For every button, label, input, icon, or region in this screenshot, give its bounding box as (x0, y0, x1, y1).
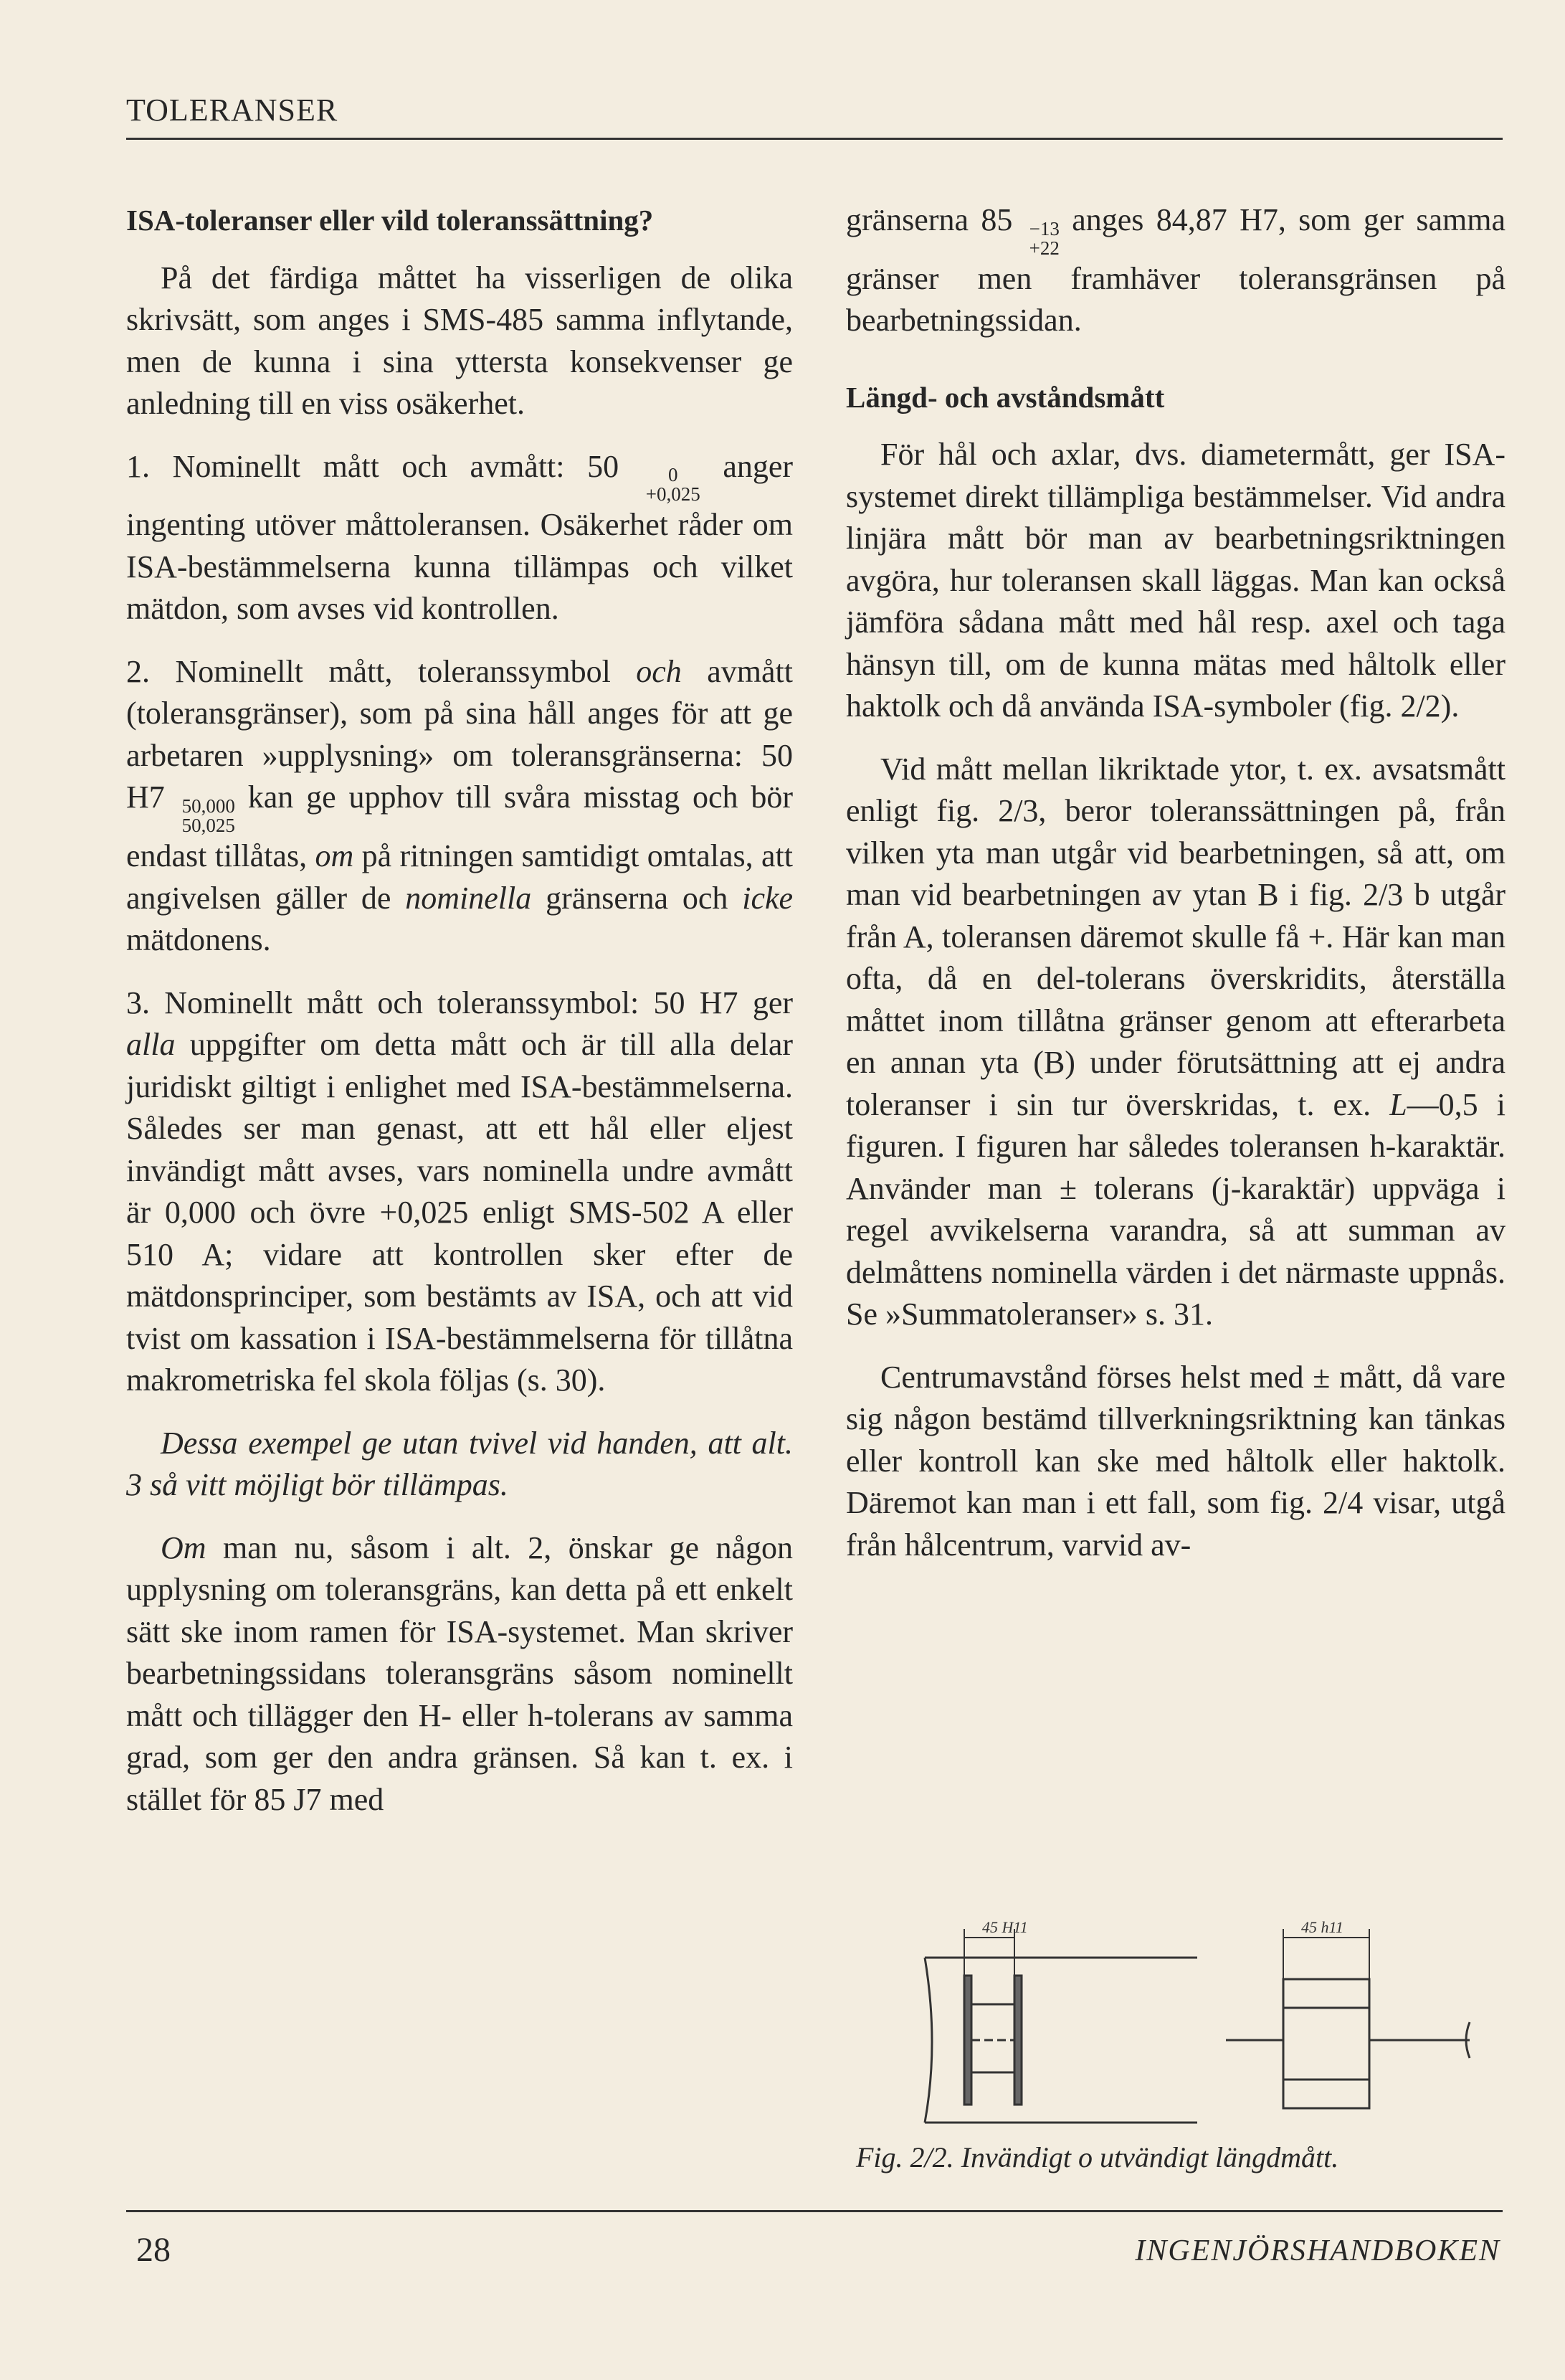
paragraph-item-1 (126, 446, 793, 630)
paragraph: På det färdiga måttet ha visserligen de olika skrivsätt, som anges i SMS-485 samma inflytande, men de kunna i sina yttersta konsekvenser ge anledning till en viss osäkerhet. (126, 260, 793, 421)
text: —0,5 i figuren. I figuren har således toleransen h-karaktär. Använder man ± tolerans (j-karaktär) uppväga i regel avvikelserna varandra, så att summan av delmåttens nominella värden i det närmaste uppnås. Se »Summatoleranser» s. 31. (846, 1086, 1505, 1332)
emphasis: Om (161, 1530, 206, 1565)
tolerance-upper: 0 (667, 464, 678, 486)
paragraph-item-2 (126, 651, 793, 962)
tolerance-upper: −13 (1029, 217, 1060, 240)
paragraph-conclusion: Dessa exempel ge utan tvivel vid handen, att alt. 3 så vitt möjligt bör tillämpas. (126, 1425, 793, 1502)
text: mätdonens. (126, 922, 271, 957)
right-column (846, 199, 1505, 1587)
emphasis: nominella (405, 880, 532, 916)
header-rule (126, 138, 1503, 140)
tolerance-lower: +0,025 (645, 483, 700, 506)
text: anger ingenting utöver måttoleransen. Osäkerhet råder om ISA-bestämmelserna kunna tillämpas och vilket mätdon, som avses vid kontrollen. (126, 448, 794, 627)
tolerance-upper: 50,000 (181, 795, 235, 817)
text: kan ge upphov till svåra misstag och bör endast tillåtas, (126, 779, 794, 873)
paragraph-item-3 (126, 982, 793, 1402)
figure-caption: Fig. 2/2. Invändigt o utvändigt längdmått. (856, 2141, 1339, 2173)
paragraph (846, 749, 1505, 1336)
tolerance-lower: +22 (1029, 237, 1060, 259)
emphasis: L (1389, 1086, 1407, 1122)
text: gränserna 85 (846, 202, 1013, 237)
section-heading-length: Längd- och avståndsmått (846, 380, 1165, 414)
tolerance-lower: 50,025 (181, 815, 235, 836)
page-number: 28 (136, 2231, 171, 2269)
left-column (126, 199, 793, 1841)
tolerance-stack (182, 797, 235, 835)
dimension-label-right: 45 h11 (1301, 1918, 1343, 1936)
emphasis: om (315, 838, 354, 873)
hatched-wall-right (1014, 1976, 1022, 2105)
text: anges 84,87 H7, som ger samma gränser men framhäver toleransgränsen på bearbetningssidan. (846, 202, 1505, 338)
tolerance-stack (1029, 219, 1060, 258)
text: 3. Nominellt mått och toleranssymbol: 50 H7 ger (126, 985, 793, 1020)
paragraph: Centrumavstånd förses helst med ± mått, då vare sig någon bestämd tillverkningsriktning kan tänkas eller kontroll kan ske med håltolk eller haktolk. Däremot kan man i ett fall, som fig. 2/4 visar, utgå från hålcentrum, varvid av- (846, 1359, 1505, 1563)
text: Vid mått mellan likriktade ytor, t. ex. avsatsmått enligt fig. 2/3, beror toleranssättningen på, från vilken yta man utgår vid bearbetningen, så att, om man vid bearbetningen av ytan B i fig. 2/3 b utgår från A, toleransen däremot skulle få +. Här kan man ofta, då en del-tolerans överskridits, återställa måttet inom tillåtna gränser genom att efterarbeta en annan yta (B) under förutsättning att ej andra toleranser i sin tur överskridas, t. ex. (846, 751, 1505, 1122)
tolerance-stack (646, 465, 700, 504)
text: 1. Nominellt mått och avmått: 50 (126, 448, 619, 484)
text: uppgifter om detta mått och är till alla delar juridiskt giltigt i enlighet med ISA-bestämmelserna. Således ser man genast, att ett hål eller eljest invändigt mått avses, vars nominella undre avmått är 0,000 och övre +0,025 enligt SMS-502 A eller 510 A; vidare att kontrollen sker efter de mätdonsprinciper, som bestämts av ISA, och att vid tvist om kassation i ISA-bestämmelserna för tillåtna makrometriska fel skola följas (s. 30). (126, 1027, 794, 1398)
paragraph (846, 199, 1505, 342)
book-title: INGENJÖRSHANDBOKEN (1135, 2234, 1500, 2267)
emphasis: alla (126, 1027, 176, 1062)
text: gränserna och (546, 880, 728, 916)
text: 2. Nominellt mått, toleranssymbol (126, 653, 611, 689)
section-heading-isa: ISA-toleranser eller vild toleranssättning? (126, 204, 654, 237)
running-head: TOLERANSER (126, 93, 338, 128)
hatched-wall-left (964, 1976, 971, 2105)
paragraph (126, 1527, 793, 1821)
emphasis: icke (742, 880, 794, 916)
text: på ritningen samtidigt omtalas, att angivelsen gäller de (126, 838, 794, 916)
footer-rule (126, 2210, 1503, 2212)
text: man nu, såsom i alt. 2, önskar ge någon upplysning om toleransgräns, kan detta på ett enkelt sätt ske inom ramen för ISA-systemet. Man skriver bearbetningssidans toleransgräns såsom nominellt mått och tillägger den H- eller h-tolerans av samma grad, som ger den andra gränsen. Så kan t. ex. i stället för 85 J7 med (126, 1530, 794, 1817)
paragraph: För hål och axlar, dvs. diametermått, ger ISA-systemet direkt tillämpliga bestämmelser. Vid andra linjära mått bör man av bearbetningsriktningen avgöra, hur toleransen skall läggas. Man kan också jämföra sådana mått med hål resp. axel och taga hänsyn till, om de kunna mätas med håltolk eller haktolk och då använda ISA-symboler (fig. 2/2). (846, 437, 1505, 724)
dimension-label-left: 45 H11 (982, 1918, 1028, 1936)
text: avmått (toleransgränser), som på sina håll anges för att ge arbetaren »upplysning» om toleransgränserna: 50 H7 (126, 653, 793, 815)
figure-2-2-drawing (910, 1907, 1505, 2130)
break-line-left (925, 1958, 932, 2123)
emphasis: och (636, 653, 682, 689)
